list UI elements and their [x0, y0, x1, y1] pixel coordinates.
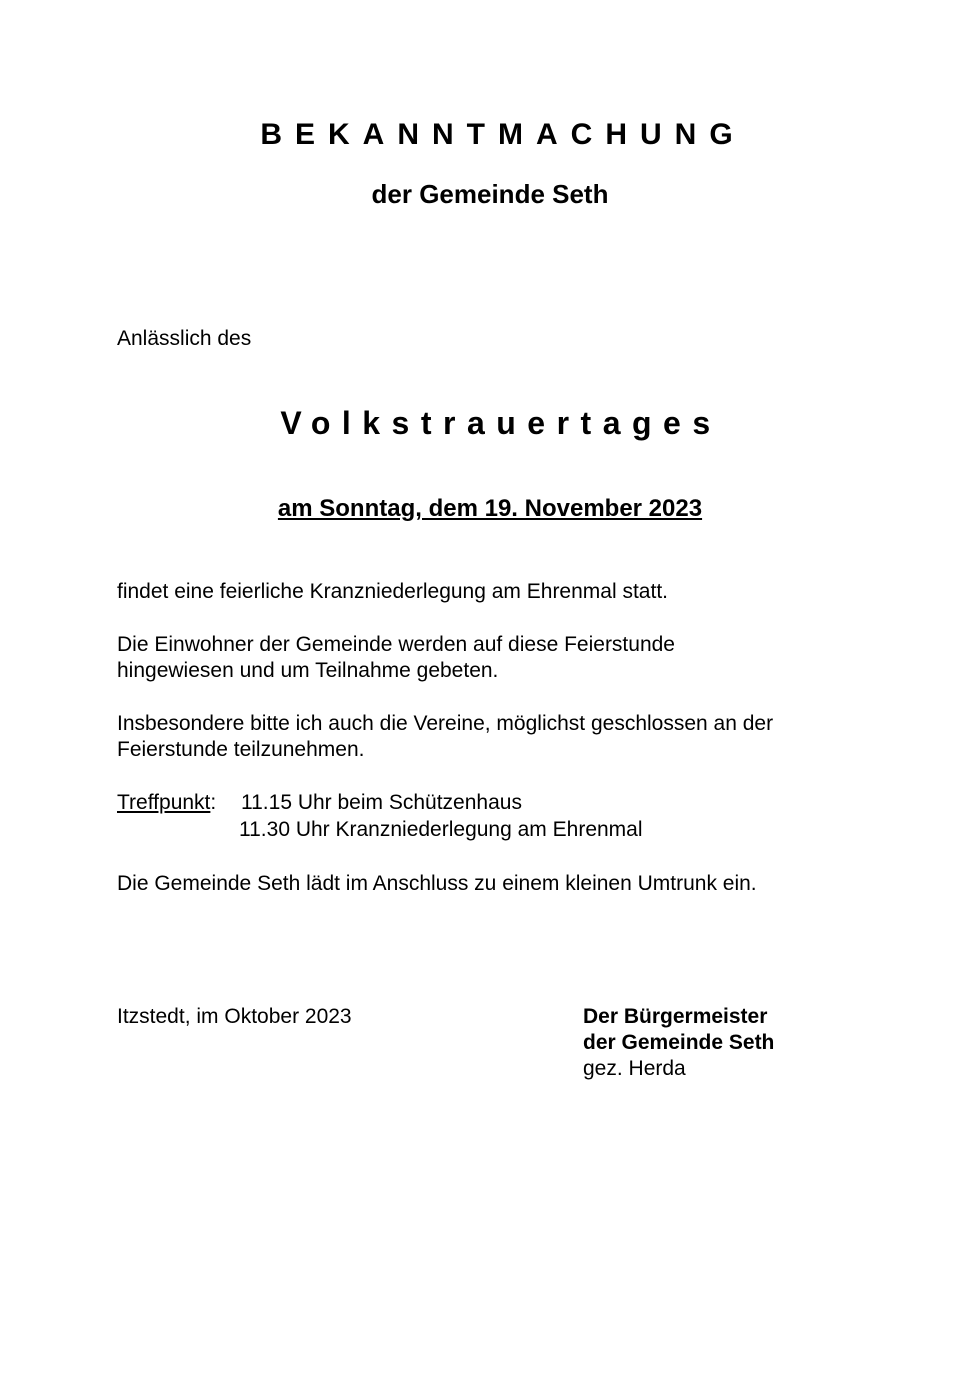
paragraph-3-line-2: Feierstunde teilzunehmen. [117, 738, 365, 761]
paragraph-1: findet eine feierliche Kranzniederlegung am Ehrenmal statt. [117, 580, 668, 603]
paragraph-2-line-2: hingewiesen und um Teilnahme gebeten. [117, 659, 499, 682]
paragraph-5: Die Gemeinde Seth lädt im Anschluss zu einem kleinen Umtrunk ein. [117, 872, 757, 895]
signature-organization: der Gemeinde Seth [583, 1031, 775, 1054]
event-title: Volkstrauertages [280, 405, 722, 441]
document-subtitle: der Gemeinde Seth [371, 179, 609, 209]
event-date: am Sonntag, dem 19. November 2023 [277, 495, 703, 522]
paragraph-3-line-1: Insbesondere bitte ich auch die Vereine, möglichst geschlossen an der [117, 712, 774, 735]
meeting-label: Treffpunkt [117, 791, 211, 814]
meeting-colon: : [210, 791, 217, 814]
meeting-time-2: 11.30 Uhr Kranzniederlegung am Ehrenmal [239, 818, 643, 841]
place-date: Itzstedt, im Oktober 2023 [117, 1005, 352, 1028]
intro-text: Anlässlich des [117, 327, 252, 350]
signature-title: Der Bürgermeister [583, 1005, 768, 1028]
signature-name: gez. Herda [583, 1057, 686, 1080]
meeting-point [117, 790, 216, 816]
meeting-time-1: 11.15 Uhr beim Schützenhaus [241, 791, 522, 814]
paragraph-2-line-1: Die Einwohner der Gemeinde werden auf diese Feierstunde [117, 633, 675, 656]
document-title: BEKANNTMACHUNG [260, 118, 746, 151]
